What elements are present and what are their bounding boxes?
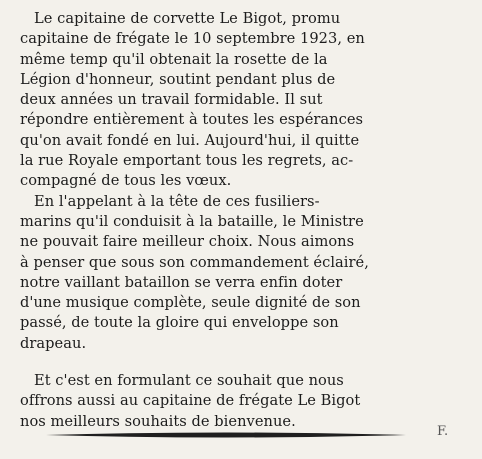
text-line: nos meilleurs souhaits de bienvenue. xyxy=(20,412,296,430)
text-line: drapeau. xyxy=(20,334,87,352)
text-line: compagné de tous les vœux. xyxy=(20,172,232,190)
paragraph-gap xyxy=(20,354,472,371)
text-line: deux années un travail formidable. Il sut xyxy=(20,91,323,109)
text-line: marins qu'il conduisit à la bataille, le Ministre xyxy=(20,212,364,230)
closing-rule xyxy=(46,431,406,439)
printer-mark: F. xyxy=(437,424,449,439)
decorative-rule-icon xyxy=(46,431,406,439)
text-line: Et c'est en formulant ce souhait que nous xyxy=(34,372,344,390)
text-line: d'une musique complète, seule dignité de son xyxy=(20,294,361,312)
text-line: répondre entièrement à toutes les espérances xyxy=(20,111,364,129)
text-line: la rue Royale emportant tous les regrets, ac- xyxy=(20,152,354,170)
text-line: passé, de toute la gloire qui enveloppe son xyxy=(20,314,339,332)
text-line: qu'on avait fondé en lui. Aujourd'hui, il quitte xyxy=(20,131,360,149)
paragraph-1 xyxy=(20,9,472,192)
paragraph-2 xyxy=(20,192,472,354)
text-line: ne pouvait faire meilleur choix. Nous aimons xyxy=(20,233,355,251)
text-line: à penser que sous son commandement éclairé, xyxy=(20,253,369,271)
text-line: Légion d'honneur, soutint pendant plus de xyxy=(20,70,336,88)
text-line: Le capitaine de corvette Le Bigot, promu xyxy=(34,10,341,27)
paragraph-3 xyxy=(20,371,472,432)
text-line: En l'appelant à la tête de ces fusiliers- xyxy=(34,192,320,210)
text-line: capitaine de frégate le 10 septembre 1923, en xyxy=(20,30,365,48)
text-line: notre vaillant bataillon se verra enfin doter xyxy=(20,273,343,291)
text-line: même temp qu'il obtenait la rosette de la xyxy=(20,50,328,68)
text-line: offrons aussi au capitaine de frégate Le Bigot xyxy=(20,392,361,410)
